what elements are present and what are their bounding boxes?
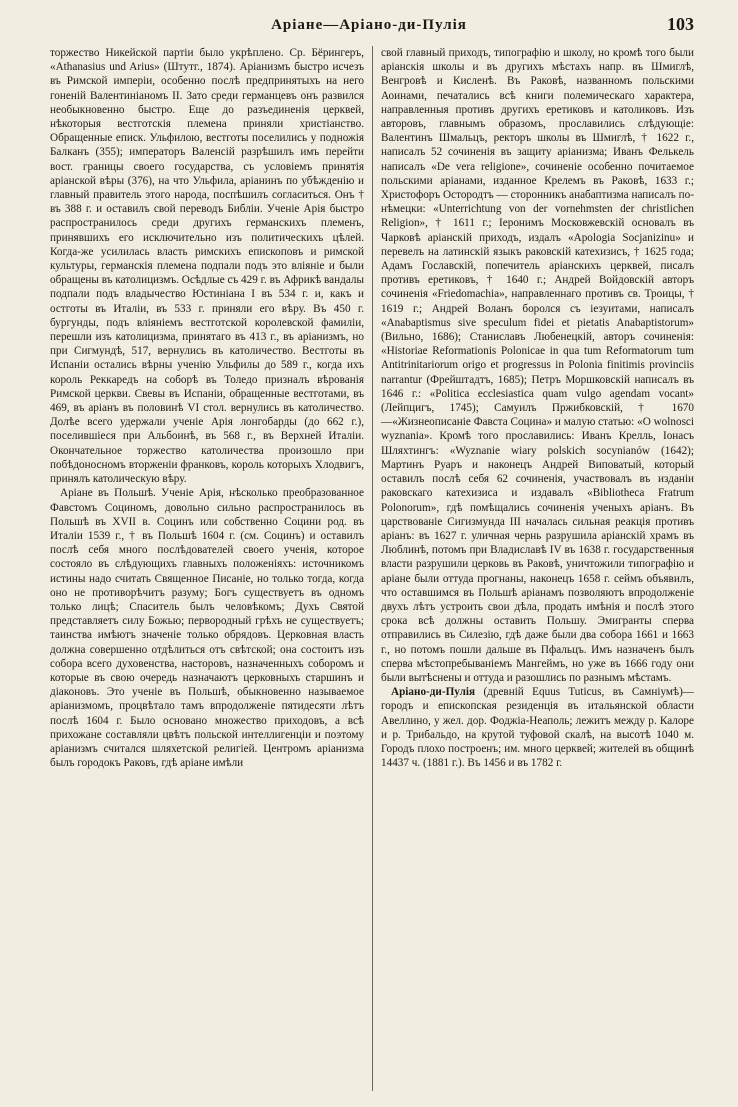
running-title: Аріане—Аріано-ди-Пулія: [271, 17, 467, 33]
entry-body: (древній Equus Tuticus, въ Самніумѣ)—городъ и епископская резиденція въ итальянской области Авеллино, у жел. дор. Фоджіа-Неаполь; лежитъ между р. Калоре и р. Трибальдо, на крутой туфовой скалѣ, на высотѣ 1040 м. Городъ плохо построенъ; им. много церквей; жителей въ общинѣ 14437 ч. (1881 г.). Въ 1456 и въ 1782 г.: [381, 686, 694, 770]
entry-headword: Аріано-ди-Пулія: [391, 686, 476, 699]
left-column: [50, 46, 372, 1091]
article-ariano-di-puglia: [381, 685, 694, 770]
page-number: 103: [667, 14, 694, 34]
article-arians-in-poland: Аріане въ Польшѣ. Ученіе Арія, нѣсколько преобразованное Фавстомъ Социномъ, довольно сильно распространилось въ Польшѣ въ XVII в. Социнъ или собственно Социни род. въ Италіи 1539 г., † въ Польшѣ 1604 г. (см. Социнъ) и оставилъ послѣ себя много послѣдователей своего ученія, которое состояло въ слѣдующихъ главныхъ положеніяхъ: источникомъ истины надо считать Священное Писаніе, но только тогда, когда оно не противорѣчитъ разуму; Богъ существуетъ въ одномъ только лицѣ; Спаситель былъ человѣкомъ; Духъ Святой представляетъ силу Божью; первородный грѣхъ не существуетъ; таинства имѣютъ значеніе только обрядовъ. Церковная власть должна совершенно отдѣлиться отъ свѣтской; она состоитъ изъ собора всего духовенства, насторовъ, назначенныхъ соборомъ и которые въ свою очередь назначаютъ церковныхъ старшинъ и діаконовъ. Это ученіе въ Польшѣ, обыкновенно называемое аріанизмомъ, процвѣтало тамъ впродолженіе пятидесяти лѣтъ послѣ 1604 г. Было основано множество приходовъ, а всѣ прихожане составляли цвѣтъ польской интеллигенціи и поэтому аріанизмъ считался шляхетской религіей. Центромъ аріанизма былъ городокъ Раковъ, гдѣ аріане имѣли: [50, 487, 364, 770]
text-columns: [50, 46, 698, 1091]
article-arians-in-poland-continuation: свой главный приходъ, типографію и школу, но кромѣ того были аріанскія школы и въ другихъ мѣстахъ напр. въ Шмиглѣ, Венгровѣ и Кисленѣ. Въ Раковѣ, названномъ польскими Аоинами, печатались всѣ книги полемическаго характера, направленныя противъ другихъ еретиковъ и католиковъ. Изъ авторовъ, главнымъ образомъ, прославились слѣдующіе: Валентинъ Шмальцъ, ректоръ школы въ Шмиглѣ, † 1622 г., написалъ 52 сочиненія въ защиту аріанизма; Иванъ Фелькель написалъ «De vera religione», сочиненіе особенно почитаемое польскими аріанами, изданное Крелемъ въ Раковѣ, 1633 г.; Христофоръ Остородтъ — сторонникъ анабаптизма написалъ по-нѣмецки: «Unterrichtung von der vornehmsten der christlichen Religion», † 1611 г.; Іеронимъ Московжевскій основалъ въ Чарковѣ аріанскій приходъ, издалъ «Apologia Socjanizinu» и перевелъ на латинскій языкъ раковскій катехизисъ, † 1625 года; Адамъ Гославскій, попечитель аріанскихъ церквей, писалъ противъ еретиковъ, † 1640 г.; Андрей Войдовскій авторъ сочиненія «Friedomachia», направленнаго противъ св. Троицы, † 1619 г.; Андрей Воланъ боролся съ іезуитами, написалъ «Anabaptismus sive speculum fidei et pietatis Anabaptistorum» (Вильно, 1686); Станиславъ Любенецкій, авторъ сочиненія: «Historiae Reformationis Polonicae in qua tum Reformatorum tum Antitrinitariorum origo et progressus in Polonia finitimis provinciis narrantur (Фрейштадтъ, 1685); Петръ Моршковскій написалъ въ 1646 г.: «Politica ecclesiastica quam vulgo agendam vocant» (Лейпцигъ, 1745); Самуилъ Пржибковскій, † 1670—«Жизнеописаніе Фавста Социна» и малую статью: «O wolnosci wyznania». Кромѣ того прославились: Иванъ Крелль, Іонасъ Шляхтингъ: «Wyznanie wiary polskich socynianów (1642); Мартинъ Руаръ и наконецъ Андрей Виповатый, который оставилъ послѣ себя 62 сочиненія, участвовалъ въ изданіи раковскаго катехизиса и издавалъ «Bibliotheca Fratrum Polonorum», гдѣ помѣщались сочиненія ученыхъ аріанъ. Въ царствованіе Сигизмунда III началась сильная реакція противъ аріанъ: въ 1627 г. уличная чернь разрушила аріанскій храмъ въ Люблинѣ, потомъ при Владиславѣ IV въ 1638 г. государственныя власти разрушили церковь въ Раковѣ, уничтожили типографію и аріане были оттуда прогнаны, наконецъ 1658 г. сеймъ объявилъ, что оставшимся въ Польшѣ аріанамъ позволяютъ впродолженіе двухъ лѣтъ устроить свои дѣла, продать имѣнія и послѣ этого срока всѣ должны оставить Польшу. Эмигранты сперва отправились въ Силезію, гдѣ даже были два собора 1661 и 1663 г., но потомъ пошли дальше въ Пфальцъ. Имъ назначенъ былъ сперва мѣстопребываніемъ Мангеймъ, но уже въ 1666 году они были вытѣснены и оттуда и разошлись по разнымъ мѣстамъ.: [381, 47, 694, 684]
running-head: [0, 14, 738, 38]
article-arianism-continuation: торжество Никейской партіи было укрѣплено. Ср. Бёрингеръ, «Athanasius und Arius» (Штутг., 1874). Аріанизмъ быстро исчезъ въ Римской имперіи, особенно послѣ предпринятыхъ на него гоненій Валентиніаномъ II. Зато среди германцевъ онъ развился необыкновенно быстро. Еще до разъединенія церквей, нѣкоторыя вестготскія племена приняли христіанство. Обращенные еписк. Ульфилою, вестготы поселились у подножія Балканъ (355); императоръ Валенсій разрѣшилъ имъ перейти вост. границы своего государства, съ условіемъ принятія аріанской вѣры (376), на что Ульфила, аріанинъ по убѣжденію и главный правитель этого народа, поспѣшилъ согласиться. Онъ † въ 388 г. и оставилъ свой переводъ Библіи. Ученіе Арія быстро распространилось среди другихъ германскихъ племенъ, принявшихъ его исключительно изъ политическихъ цѣлей. Когда-же усилилась власть римскихъ епископовъ и римской культуры, германскія племена подпали подъ это вліяніе и были обращены въ католицизмъ. Осѣдлые съ 429 г. въ Африкѣ вандалы подпали подъ владычество Юстиніана I въ 534 г. и, какъ и остготы въ Италіи, въ 533 г. приняли его вѣру. Въ 450 г. бургунды, подъ вліяніемъ вестготской королевской фамиліи, перешли изъ католицизма, принятаго въ 413 г., въ аріанизмъ, но при Сигмундѣ, 517, вернулись въ католичество. Вестготы въ Испаніи остались вѣрны ученію Ульфилы до 589 г., когда ихъ король Реккаредъ на соборѣ въ Толедо призналъ вѣрованія Римской церкви. Свевы въ Испаніи, обращенные вестготами, въ 469, въ аріанъ въ половинѣ VI стол. вернулись въ католичество. Долѣе всего удержали ученіе Арія лонгобарды (до 662 г.), поселившіеся при Альбоинѣ, въ 568 г., въ Верхней Италіи. Окончательное торжество католичества произошло при побѣдоносномъ вторженіи франковъ, король которыхъ Хлодвигъ, принялъ католическую вѣру.: [50, 47, 364, 486]
right-column: [372, 46, 694, 1091]
